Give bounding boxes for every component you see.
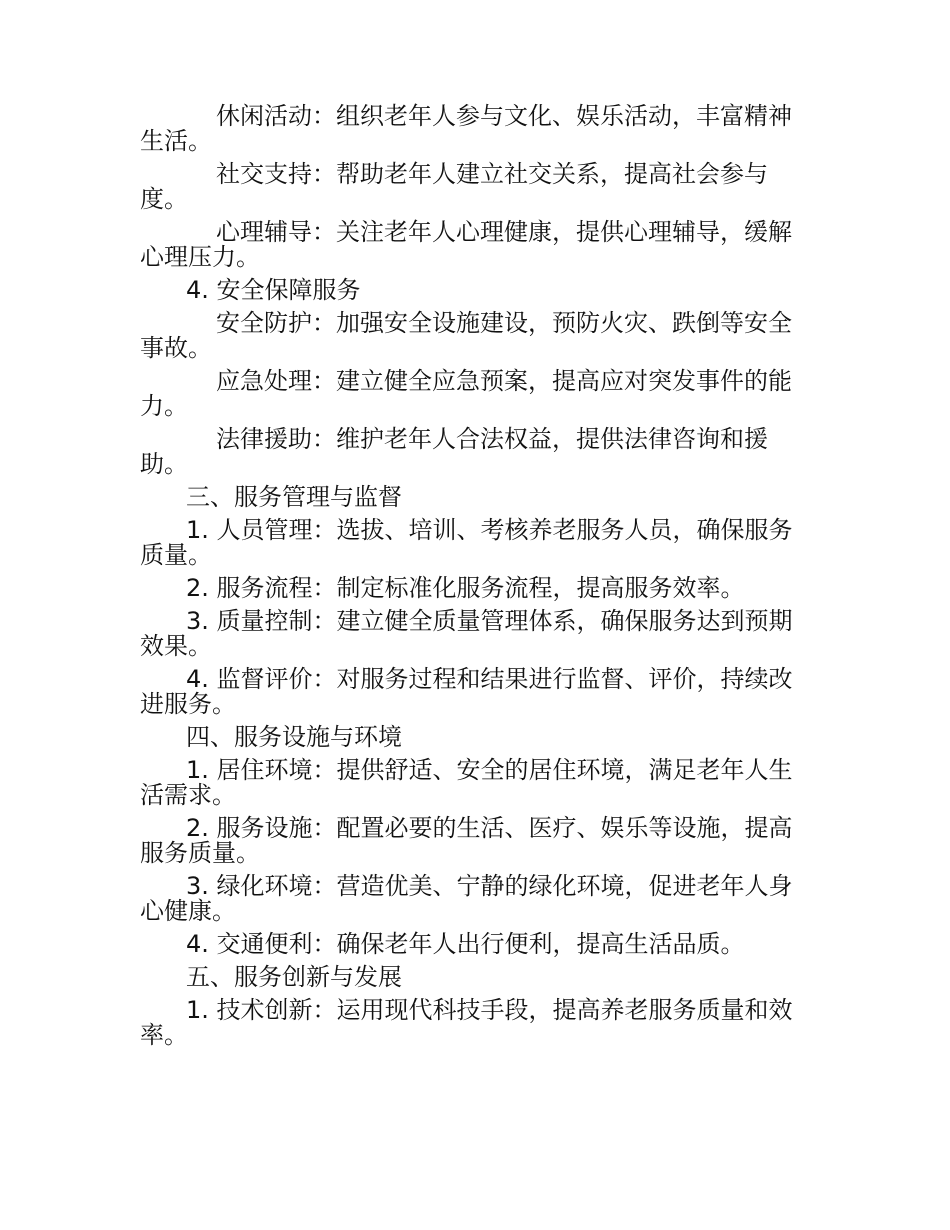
paragraph-technology-innovation: 1. 技术创新：运用现代科技手段，提高养老服务质量和效率。 (140, 996, 793, 1049)
paragraph-living-environment: 1. 居住环境：提供舒适、安全的居住环境，满足老年人生活需求。 (140, 756, 793, 809)
document-page (140, 104, 812, 1056)
paragraph-psychological-counseling: 心理辅导：关注老年人心理健康，提供心理辅导，缓解心理压力。 (140, 218, 792, 271)
paragraph-quality-control: 3. 质量控制：建立健全质量管理体系，确保服务达到预期效果。 (140, 607, 793, 660)
paragraph-safety-protection: 安全防护：加强安全设施建设，预防火灾、跌倒等安全事故。 (140, 309, 792, 362)
paragraph-green-environment: 3. 绿化环境：营造优美、宁静的绿化环境，促进老年人身心健康。 (140, 872, 793, 925)
paragraph-social-support: 社交支持：帮助老年人建立社交关系，提高社会参与度。 (140, 160, 768, 213)
paragraph-emergency-handling: 应急处理：建立健全应急预案，提高应对突发事件的能力。 (140, 367, 792, 420)
paragraph-transport-convenience: 4. 交通便利：确保老年人出行便利，提高生活品质。 (186, 930, 745, 958)
paragraph-staff-management: 1. 人员管理：选拔、培训、考核养老服务人员，确保服务质量。 (140, 516, 793, 569)
heading-facilities-environment: 四、服务设施与环境 (186, 723, 402, 751)
paragraph-legal-aid: 法律援助：维护老年人合法权益，提供法律咨询和援助。 (140, 425, 768, 478)
paragraph-leisure-activities: 休闲活动：组织老年人参与文化、娱乐活动，丰富精神生活。 (140, 102, 792, 155)
paragraph-service-facilities: 2. 服务设施：配置必要的生活、医疗、娱乐等设施，提高服务质量。 (140, 814, 793, 867)
heading-innovation-development: 五、服务创新与发展 (186, 963, 402, 991)
paragraph-supervision-evaluation: 4. 监督评价：对服务过程和结果进行监督、评价，持续改进服务。 (140, 665, 793, 718)
heading-management-supervision: 三、服务管理与监督 (186, 483, 402, 511)
section-safety-services: 4. 安全保障服务 (186, 276, 361, 304)
paragraph-service-process: 2. 服务流程：制定标准化服务流程，提高服务效率。 (186, 574, 745, 602)
